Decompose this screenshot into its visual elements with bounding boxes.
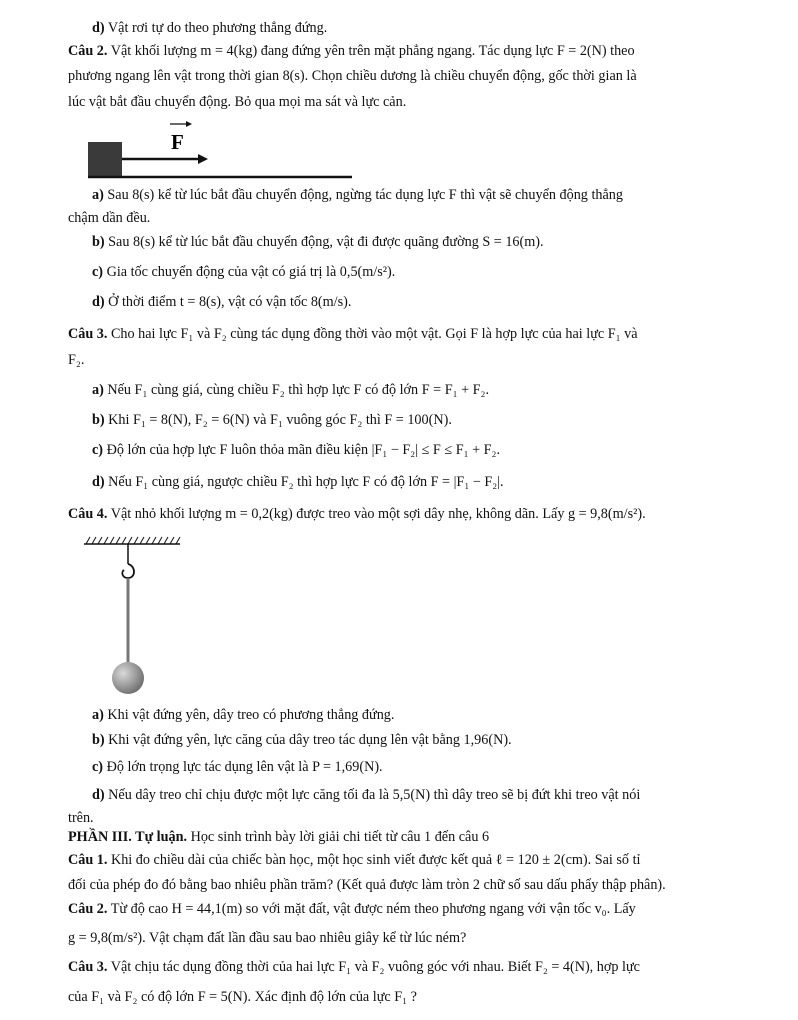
option-text: trên.: [68, 810, 94, 826]
section-text: Học sinh trình bày lời giải chi tiết từ câu 1 đến câu 6: [190, 829, 490, 845]
q2-option-c: [92, 264, 395, 282]
option-text: Khi F₁ = 8(N), F₂ = 6(N) và F₁ vuông góc F₂ thì F = 100(N).: [108, 412, 452, 428]
question-text: đối của phép đo đó bằng bao nhiêu phần trăm? (Kết quả được làm tròn 2 chữ số sau dấu phẩy thập phân).: [68, 877, 666, 893]
q3-option-a: [92, 382, 489, 400]
question-text: Vật nhỏ khối lượng m = 0,2(kg) được treo vào một sợi dây nhẹ, không dãn. Lấy g = 9,8(m/s²).: [110, 506, 646, 522]
essay-question-2: [68, 901, 636, 919]
q4-option-d-cont: [68, 810, 94, 828]
block-force-figure: [80, 118, 360, 183]
question-label: Câu 3.: [68, 959, 108, 975]
question-text: lúc vật bắt đầu chuyển động. Bỏ qua mọi ma sát và lực cản.: [68, 94, 407, 110]
q3-option-b: [92, 412, 452, 430]
option-text: Vật rơi tự do theo phương thẳng đứng.: [107, 20, 328, 36]
question-label: Câu 2.: [68, 43, 108, 59]
option-label: b): [92, 412, 105, 428]
option-text: Khi vật đứng yên, lực căng của dây treo tác dụng lên vật bằng 1,96(N).: [108, 732, 512, 748]
option-label: c): [92, 759, 104, 775]
option-text: Nếu F₁ cùng giá, ngược chiều F₂ thì hợp lực F có độ lớn F = |F₁ − F₂|.: [108, 474, 504, 490]
question-2-stem: [68, 43, 635, 61]
question-text: Vật chịu tác dụng đồng thời của hai lực F₁ và F₂ vuông góc với nhau. Biết F₂ = 4(N), hợp lực: [110, 959, 640, 975]
option-label: a): [92, 382, 104, 398]
question-text: Vật khối lượng m = 4(kg) đang đứng yên trên mặt phẳng ngang. Tác dụng lực F = 2(N) theo: [110, 43, 635, 59]
question-label: Câu 1.: [68, 852, 108, 868]
section-3-heading: [68, 829, 489, 847]
block-icon: [88, 142, 122, 176]
q2-option-d: [92, 294, 351, 312]
question-label: Câu 4.: [68, 506, 108, 522]
question-3-stem-cont: [68, 352, 84, 370]
essay-question-1: [68, 852, 640, 870]
option-label: d): [92, 294, 105, 310]
q2-option-b: [92, 234, 544, 252]
option-label: a): [92, 187, 104, 203]
question-text: Cho hai lực F₁ và F₂ cùng tác dụng đồng thời vào một vật. Gọi F là hợp lực của hai lực F₁ và: [110, 326, 638, 342]
q3-option-d: [92, 474, 504, 492]
option-text: Khi vật đứng yên, dây treo có phương thẳng đứng.: [107, 707, 395, 723]
option-text: Gia tốc chuyển động của vật có giá trị là 0,5(m/s²).: [106, 264, 396, 280]
essay-question-2-cont: [68, 930, 466, 948]
option-label: c): [92, 442, 104, 458]
option-label: b): [92, 234, 105, 250]
question-label: Câu 2.: [68, 901, 108, 917]
question-3-stem: [68, 326, 638, 344]
option-label: d): [92, 20, 105, 36]
option-text: Ở thời điểm t = 8(s), vật có vận tốc 8(m/s).: [108, 294, 352, 310]
option-text: Nếu dây treo chỉ chịu được một lực căng tối đa là 5,5(N) thì dây treo sẽ bị đứt khi treo vật nói: [108, 787, 641, 803]
question-text: Từ độ cao H = 44,1(m) so với mặt đất, vật được ném theo phương ngang với vận tốc v₀. Lấy: [110, 901, 636, 917]
option-label: a): [92, 707, 104, 723]
option-label: b): [92, 732, 105, 748]
question-text: g = 9,8(m/s²). Vật chạm đất lần đầu sau bao nhiêu giây kể từ lúc ném?: [68, 930, 467, 946]
q2-option-a: [92, 187, 623, 205]
question-text: của F₁ và F₂ có độ lớn F = 5(N). Xác định độ lớn của lực F₁ ?: [68, 989, 417, 1005]
question-text: Khi đo chiều dài của chiếc bàn học, một học sinh viết được kết quả ℓ = 120 ± 2(cm). Sai số tỉ: [110, 852, 641, 868]
essay-question-3-cont: [68, 989, 417, 1007]
essay-question-3: [68, 959, 640, 977]
question-2-stem-cont: [68, 68, 637, 86]
option-text: Sau 8(s) kể từ lúc bắt đầu chuyển động, ngừng tác dụng lực F thì vật sẽ chuyển động thẳng: [107, 187, 623, 203]
option-label: d): [92, 474, 105, 490]
ball-icon: [112, 662, 144, 694]
question-2-stem-cont: [68, 94, 406, 112]
essay-question-1-cont: [68, 877, 666, 895]
pendulum-figure: [80, 534, 190, 704]
option-text: Sau 8(s) kể từ lúc bắt đầu chuyển động, vật đi được quãng đường S = 16(m).: [108, 234, 544, 250]
option-text: Độ lớn của hợp lực F luôn thỏa mãn điều kiện |F₁ − F₂| ≤ F ≤ F₁ + F₂.: [106, 442, 501, 458]
option-text: chậm dần đều.: [68, 210, 151, 226]
option-text: Nếu F₁ cùng giá, cùng chiều F₂ thì hợp lực F có độ lớn F = F₁ + F₂.: [107, 382, 490, 398]
question-text: phương ngang lên vật trong thời gian 8(s). Chọn chiều dương là chiều chuyển động, gốc thời gian là: [68, 68, 637, 84]
question-label: Câu 3.: [68, 326, 108, 342]
option-label: d): [92, 787, 105, 803]
q3-option-c: [92, 442, 500, 460]
q4-option-c: [92, 759, 383, 777]
q2-option-a-cont: [68, 210, 150, 228]
option-text: Độ lớn trọng lực tác dụng lên vật là P = 1,69(N).: [106, 759, 383, 775]
question-text: F₂.: [68, 352, 85, 368]
option-label: c): [92, 264, 104, 280]
q4-option-b: [92, 732, 512, 750]
force-label: F: [171, 130, 184, 154]
q4-option-d: [92, 787, 640, 805]
section-label: PHẦN III. Tự luận.: [68, 829, 188, 845]
hook-icon: [122, 564, 134, 578]
question-4-stem: [68, 506, 646, 524]
q4-option-a: [92, 707, 394, 725]
q1-option-d: [92, 20, 327, 38]
